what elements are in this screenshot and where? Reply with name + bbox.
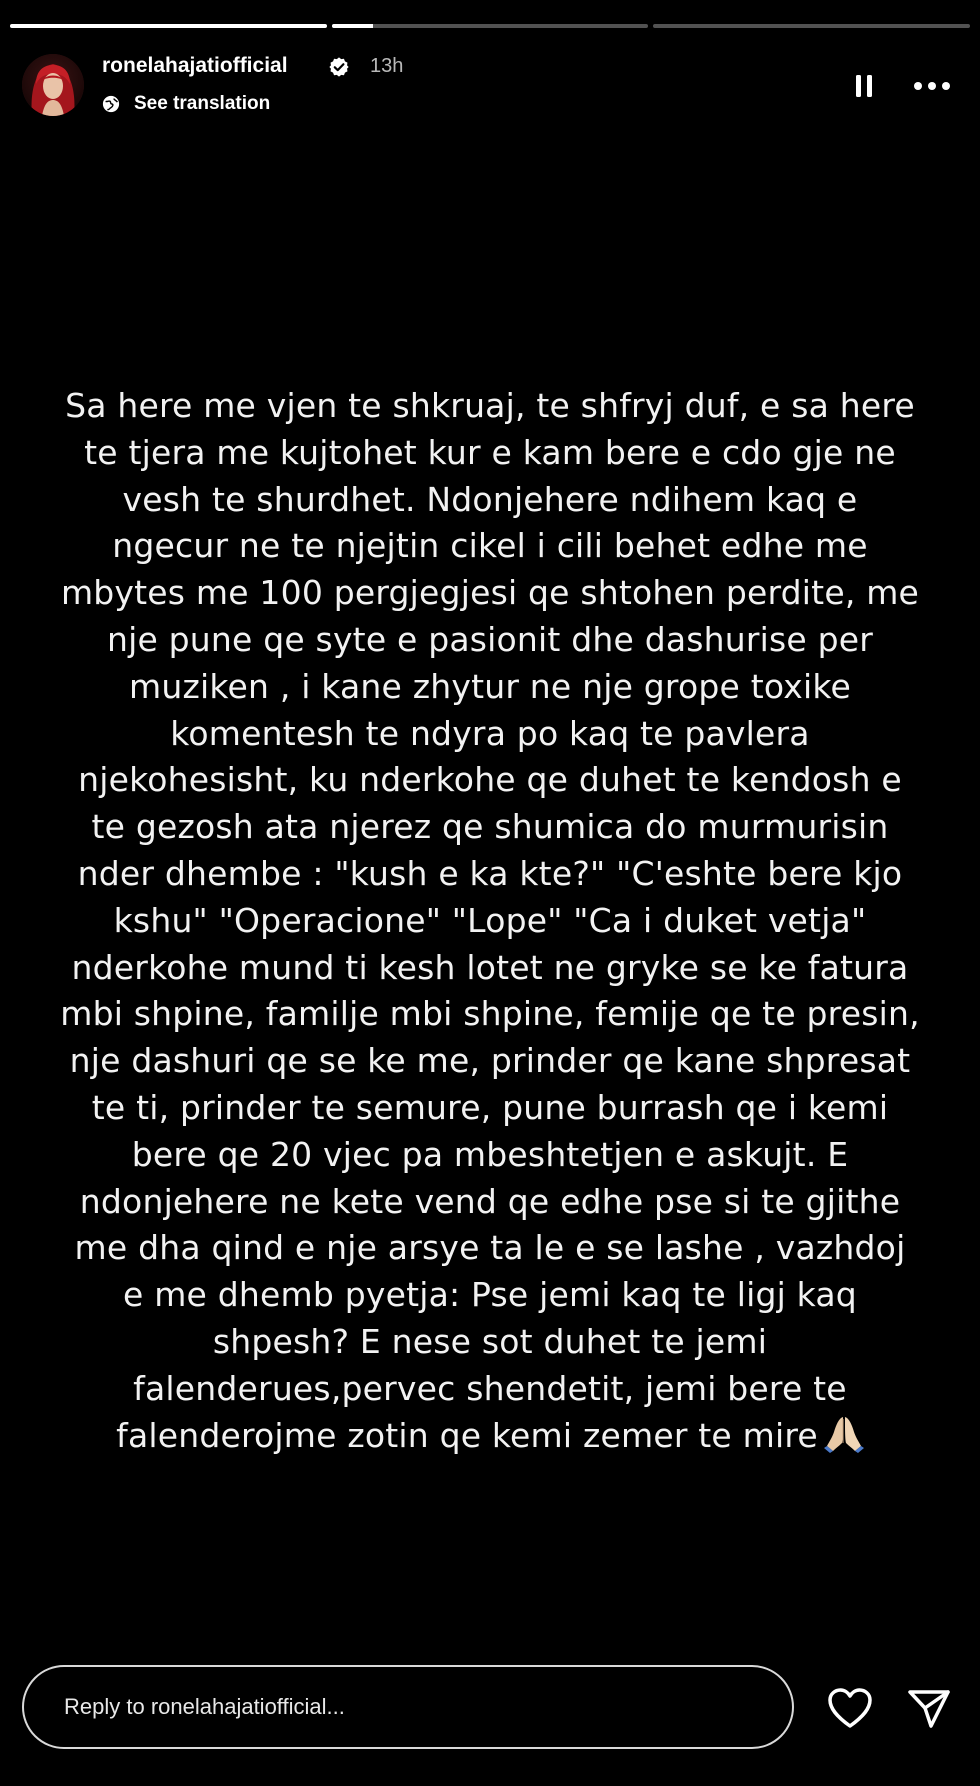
see-translation-label: See translation [134, 93, 271, 114]
avatar[interactable] [22, 54, 84, 116]
pause-icon [846, 68, 882, 104]
globe-icon [102, 95, 120, 113]
heart-icon [826, 1686, 874, 1730]
send-icon [906, 1686, 952, 1730]
folded-hands-emoji [824, 1415, 864, 1453]
reply-input[interactable] [22, 1665, 794, 1749]
progress-segment [653, 24, 970, 28]
story-header [22, 50, 960, 120]
progress-segment [332, 24, 649, 28]
progress-segment [10, 24, 327, 28]
verified-badge-icon [328, 56, 350, 78]
share-button[interactable] [906, 1686, 952, 1730]
story-body: Sa here me vjen te shkruaj, te shfryj duf, e sa here te tjera me kujtohet kur e kam bere e cdo gje ne vesh te shurdhet. Ndonjehere ndihem kaq e ngecur ne te njejtin cikel i cili behet edhe me mbytes me 100 pergjegjesi qe shtohen perdite, me nje pune qe syte e pasionit dhe dashurise per muziken , i kane zhytur ne nje grope toxike komentesh te ndyra po kaq te pavlera njekohesisht, ku nderkohe qe duhet te kendosh e te gezosh ata njerez qe shumica do murmurisin nder dhembe : "kush e ka kte?" "C'eshte bere kjo kshu" "Operacione" "Lope" "Ca i duket vetja" nderkohe mund ti kesh lotet ne gryke se ke fatura mbi shpine, familje mbi shpine, femije qe te presin, nje dashuri qe se ke me, prinder qe kane shpresat te ti, prinder te semure, pune burrash qe i kemi bere qe 20 vjec pa mbeshtetjen e askujt. E ndonjehere ne kete vend qe edhe pse si te gjithe me dha qind e nje arsye ta le e se lashe , vazhdoj e me dhemb pyetja: Pse jemi kaq te ligj kaq shpesh? E nese sot duhet te jemi falenderues,pervec shendetit, jemi bere te falenderojme zotin qe kemi zemer te mire [60, 386, 920, 1455]
post-time: 13h [370, 55, 404, 77]
like-button[interactable] [826, 1686, 874, 1730]
reply-placeholder: Reply to ronelahajatiofficial... [64, 1694, 345, 1719]
more-options-button[interactable] [906, 68, 958, 104]
story-text [60, 383, 920, 1459]
username[interactable]: ronelahajatiofficial [102, 54, 288, 77]
more-options-icon [906, 68, 958, 104]
story-progress-bar [10, 24, 970, 28]
see-translation-button[interactable] [102, 92, 270, 116]
pause-button[interactable] [846, 68, 882, 104]
